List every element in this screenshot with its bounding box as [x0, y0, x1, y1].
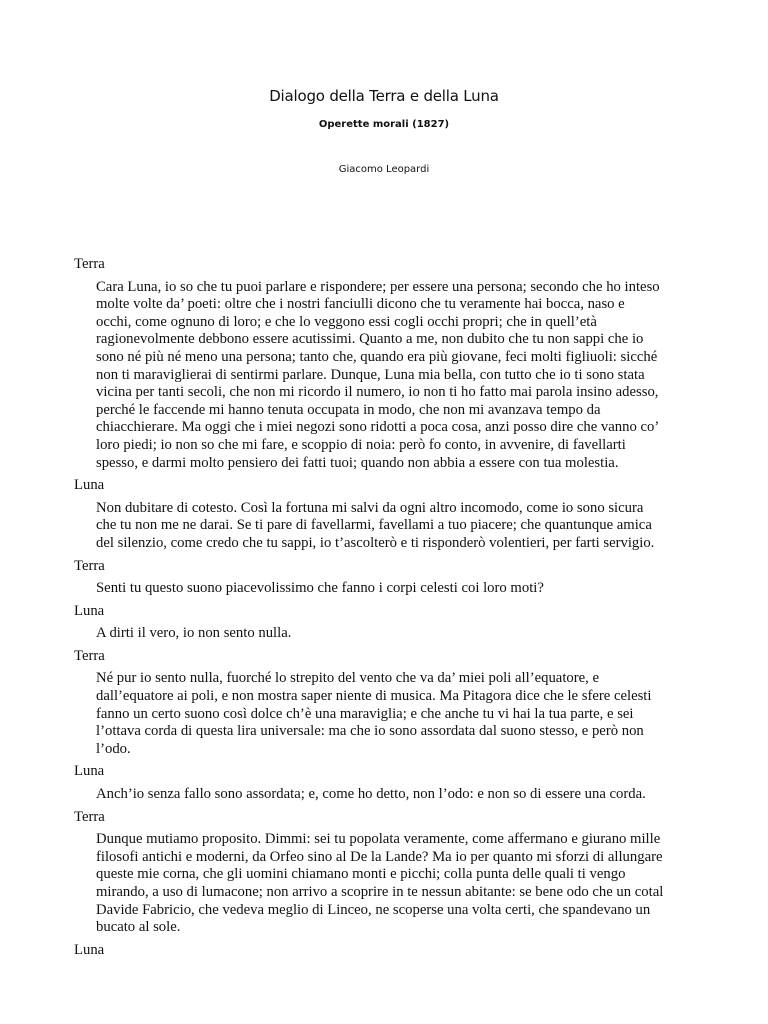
speech-line: sono né più né meno una persona; tanto che, quando era più giovane, feci molti figliuoli: sicché — [96, 348, 658, 365]
speech-line: Senti tu questo suono piacevolissimo che fanno i corpi celesti coi loro moti? — [96, 580, 544, 597]
speaker-label: Terra — [74, 647, 105, 664]
speech-line: queste mie corna, che gli uomini chiamano monti e picchi; colla punta delle quali ti vengo — [96, 866, 626, 883]
speech-paragraph — [96, 580, 704, 598]
speech-paragraph — [96, 786, 704, 804]
speech-line: molte volte da’ poeti: oltre che i nostri fanciulli dicono che tu veramente hai bocca, naso e — [96, 296, 625, 313]
speech-line: spesso, e darmi molto pensiero dei fatti tuoi; quando non abbia a essere con tua molestia. — [96, 454, 619, 471]
speech-line: vicina per tanti secoli, che non mi ricordo il numero, io non ti ho fatto mai parola insino adesso, — [96, 384, 659, 401]
document-subtitle: Operette morali (1827) — [318, 119, 450, 130]
document-author: Giacomo Leopardi — [338, 164, 430, 175]
speech-line: del silenzio, come credo che tu sappi, io t’ascolterò e ti risponderò volentieri, per farti servigio. — [96, 534, 655, 551]
speech-paragraph — [96, 625, 704, 643]
speaker-label: Luna — [74, 477, 105, 494]
speaker-label: Terra — [74, 808, 105, 825]
speech-line: Cara Luna, io so che tu puoi parlare e rispondere; per essere una persona; secondo che ho inteso — [96, 278, 660, 295]
speech-line: filosofi antichi e moderni, da Orfeo sino al De la Lande? Ma io per quanto mi sforzi di allungare — [96, 848, 663, 865]
speech-line: mirando, a uso di lumacone; non arrivo a scoprire in te nessun abitante: se bene odo che un cotal — [96, 884, 664, 900]
speaker-label: Luna — [74, 941, 105, 958]
speech-line: l’ottava corda di questa lira universale: ma che io sono assordata dal suono stesso, e però non — [96, 723, 644, 740]
speech-line: Non dubitare di cotesto. Così la fortuna mi salvi da ogni altro incomodo, come io sono sicura — [96, 499, 644, 516]
speaker-label: Terra — [74, 557, 105, 574]
speech-line: Dunque mutiamo proposito. Dimmi: sei tu popolata veramente, come affermano e giurano mille — [96, 831, 661, 848]
speech-line: perché le faccende mi hanno tenuta occupata in modo, che non mi avanzava tempo da — [96, 401, 601, 418]
speech-paragraph — [96, 831, 704, 937]
speech-line: Anch’io senza fallo sono assordata; e, come ho detto, non l’odo: e non so di essere una corda. — [96, 786, 646, 803]
speech-line: bucato al sole. — [96, 919, 181, 936]
speech-line: fanno un certo suono così dolce ch’è una maraviglia; e che anche tu vi hai la tua parte, e sei — [96, 705, 634, 722]
speech-line: occhi, come ognuno di loro; e che lo veggono essi cogli occhi propri; che in quell’età — [96, 313, 597, 330]
speech-line: non ti maraviglierai di sentirmi parlare. Dunque, Luna mia bella, con tutto che io ti sono stata — [96, 366, 645, 383]
speech-line: che tu non me ne darai. Se ti pare di favellarmi, favellami a tuo piacere; che quantunque amica — [96, 517, 652, 534]
speech-line: Davide Fabricio, che vedeva meglio di Linceo, ne scoperse una volta certi, che spandevano un — [96, 901, 651, 918]
speech-line: ragionevolmente debbono essere acutissimi. Quanto a me, non dubito che tu non sappi che io — [96, 331, 644, 348]
speech-line: loro piedi; io non so che mi fare, e scoppio di noia: però fo conto, in avvenire, di favellarti — [96, 436, 626, 453]
speaker-label: Luna — [74, 602, 105, 619]
speaker-label: Luna — [74, 763, 105, 780]
speech-line: A dirti il vero, io non sento nulla. — [96, 625, 292, 642]
speech-line: dall’equatore ai poli, e non mostra saper niente di musica. Ma Pitagora dice che le sfere celesti — [96, 688, 652, 705]
document-title: Dialogo della Terra e della Luna — [269, 87, 499, 105]
speech-line: l’odo. — [96, 740, 131, 757]
speaker-label: Terra — [74, 256, 105, 272]
speech-paragraph — [96, 670, 704, 758]
dialogue-body — [74, 256, 704, 959]
speech-paragraph — [96, 500, 704, 553]
speech-line: Né pur io sento nulla, fuorché lo strepito del vento che va da’ miei poli all’equatore, e — [96, 670, 600, 687]
speech-paragraph — [96, 279, 704, 473]
speech-line: chiacchierare. Ma oggi che i miei negozi sono ridotti a poca cosa, anzi posso dire che vanno co’ — [96, 419, 660, 436]
